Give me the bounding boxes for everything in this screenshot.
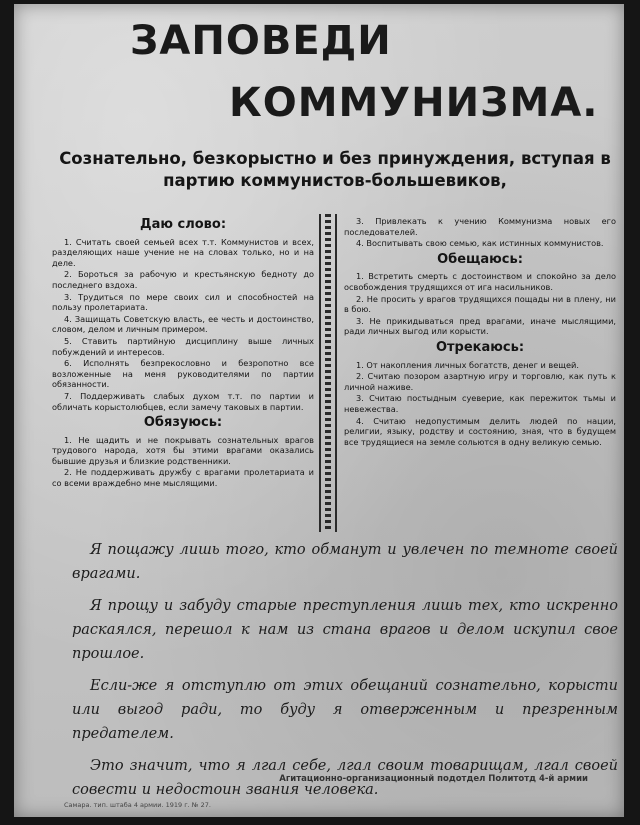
list-item: 5. Ставить партийную дисциплину выше личных побуждений и интересов. <box>52 335 314 357</box>
oath-text <box>72 538 618 810</box>
list-item: 3. Привлекать к учению Коммунизма новых его последователей. <box>344 216 616 237</box>
list-item: 2. Бороться за рабочую и крестьянскую бедноту до последнего вздоха. <box>52 269 314 290</box>
publisher-footer: Агитационно-организационный подотдел Политотд 4-й армии <box>279 774 588 784</box>
list-item: 1. От накопления личных богатств, денег и вещей. <box>356 359 579 370</box>
list-item: 3. Считаю постыдным суеверие, как пережиток тьмы и невежества. <box>344 393 616 414</box>
right-column <box>344 216 616 448</box>
oath-paragraph: Я прощу и забуду старые преступления лишь тех, кто искренно раскаялся, перешол к нам из стана врагов и делом искупил свое прошлое. <box>72 598 618 662</box>
poster-title-line1: ЗАПОВЕДИ <box>130 18 392 64</box>
heading-dayu-slovo: Даю слово: <box>139 217 227 232</box>
list-item: 4. Считаю недопустимым делить людей по нации, религии, языку, родству и состоянию, зная, что в будущем все трудящиеся на земле сольются в одну великую семью. <box>344 415 616 447</box>
left-column <box>52 216 314 490</box>
oath-paragraph: Это значит, что я лгал себе, лгал своим товарищам, лгал своей совести и недостоин звания человека. <box>72 758 618 798</box>
dayu-slovo-continued-list <box>344 216 616 249</box>
ornamental-divider <box>319 214 337 532</box>
list-item: 1. Встретить смерть с достоинством и спокойно за дело освобождения трудящихся от ига насильников. <box>344 271 616 292</box>
list-item: 6. Исполнять безпрекословно и безропотно все возложенные на меня руководителями по партии обязанности. <box>52 358 314 390</box>
obyazuyus-list <box>52 435 314 489</box>
oath-paragraph: Если-же я отступлю от этих обещаний сознательно, корысти или выгод ради, то буду я отверженным и презренным предателем. <box>72 678 618 742</box>
dayu-slovo-list <box>52 237 314 413</box>
poster-subtitle: Сознательно, безкорыстно и без принуждения, вступая в партию коммунистов-большевиков, <box>59 149 611 190</box>
heading-otrekayus: Отрекаюсь: <box>435 339 525 355</box>
list-item: 1. Не щадить и не покрывать сознательных врагов трудового народа, хотя бы этими врагами оказались бывшие друзья и близкие родственники. <box>52 434 314 466</box>
list-item: 2. Не поддерживать дружбу с врагами пролетариата и со всеми враждебно мне мыслящими. <box>52 467 314 489</box>
list-item: 7. Поддерживать слабых духом т.т. по партии и обличать корыстолюбцев, если замечу таковых в партии. <box>52 390 314 412</box>
list-item: 3. Не прикидываться пред врагами, иначе мыслящими, ради личных выгод или корысти. <box>344 315 616 337</box>
list-item: 4. Защищать Советскую власть, ее честь и достоинство, словом, делом и личным примером. <box>52 313 314 335</box>
heading-obeshchayus: Обещаюсь: <box>437 251 523 267</box>
poster-title-line2: КОММУНИЗМА. <box>229 80 599 126</box>
list-item: 2. Не просить у врагов трудящихся пощады ни в плену, ни в бою. <box>344 293 616 315</box>
list-item: 1. Считать своей семьей всех т.т. Коммунистов и всех, разделяющих наше учение не на словах только, но и на деле. <box>52 236 314 268</box>
printer-imprint: Самара. тип. штаба 4 армии. 1919 г. № 27. <box>64 801 211 809</box>
oath-paragraph: Я пощажу лишь того, кто обманут и увлечен по темноте своей врагами. <box>72 542 618 582</box>
obeshchayus-list <box>344 271 616 337</box>
otrekayus-list <box>344 360 616 448</box>
poster-sheet <box>14 4 624 817</box>
list-item: 3. Трудиться по мере своих сил и способностей на пользу пролетариата. <box>52 291 314 313</box>
list-item: 2. Считаю позором азартную игру и торговлю, как путь к личной наживе. <box>344 371 616 392</box>
list-item: 4. Воспитывать свою семью, как истинных коммунистов. <box>356 238 604 249</box>
heading-obyazuyus: Обязуюсь: <box>143 415 223 431</box>
